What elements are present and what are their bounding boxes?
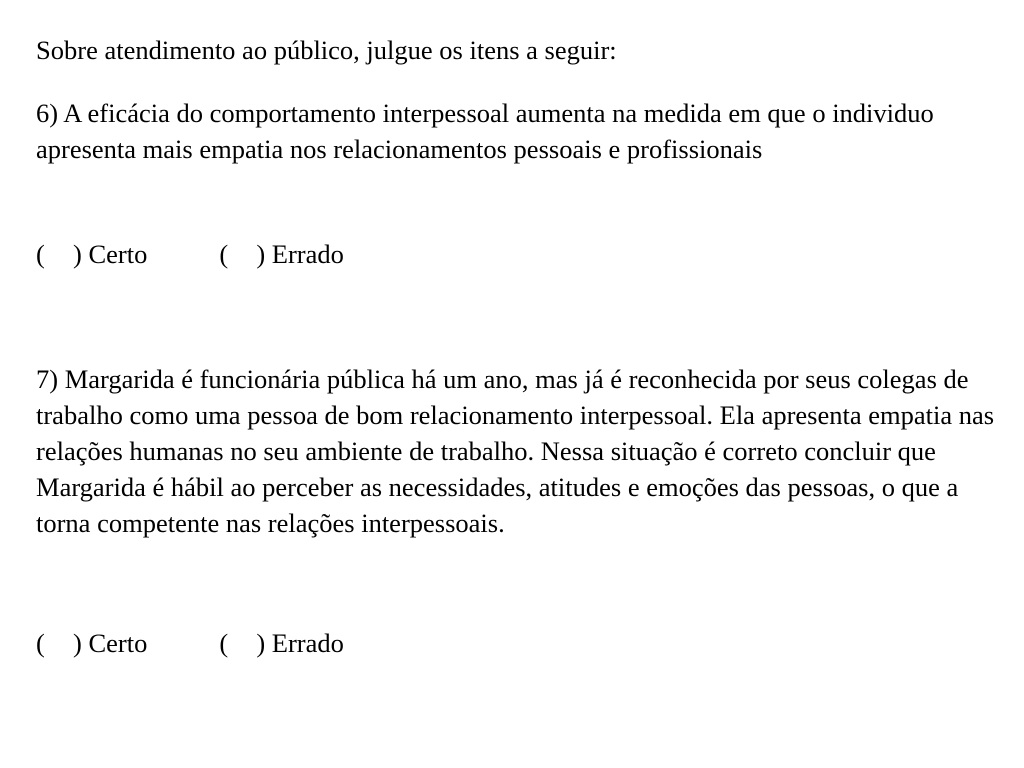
question-7-option-errado[interactable] <box>219 625 344 661</box>
question-7-text: 7) Margarida é funcionária pública há um ano, mas já é reconhecida por seus colegas de trabalho como uma pessoa de bom relacionamento interpessoal. Ela apresenta empatia nas relações humanas no seu ambiente de trabalho. Nessa situação é correto concluir que Margarida é hábil ao perceber as necessidades, atitudes e emoções das pessoas, o que a torna competente nas relações interpessoais. <box>36 364 995 538</box>
question-6-option-errado[interactable] <box>219 236 344 272</box>
question-7-options <box>36 625 1016 661</box>
option-certo-label: ) Certo <box>73 628 148 658</box>
option-paren: ( <box>36 239 45 269</box>
question-7-option-certo[interactable] <box>36 625 147 661</box>
option-errado-label: ) Errado <box>256 239 344 269</box>
question-6-text: 6) A eficácia do comportamento interpessoal aumenta na medida em que o individuo apresenta mais empatia nos relacionamentos pessoais e profissionais <box>36 98 934 164</box>
question-6-option-certo[interactable] <box>36 236 147 272</box>
intro-heading: Sobre atendimento ao público, julgue os itens a seguir: <box>36 35 617 65</box>
option-paren: ( <box>219 239 229 269</box>
option-errado-label: ) Errado <box>256 628 344 658</box>
option-paren: ( <box>219 628 229 658</box>
question-6-options <box>36 236 1016 272</box>
option-certo-label: ) Certo <box>73 239 148 269</box>
option-paren: ( <box>36 628 45 658</box>
